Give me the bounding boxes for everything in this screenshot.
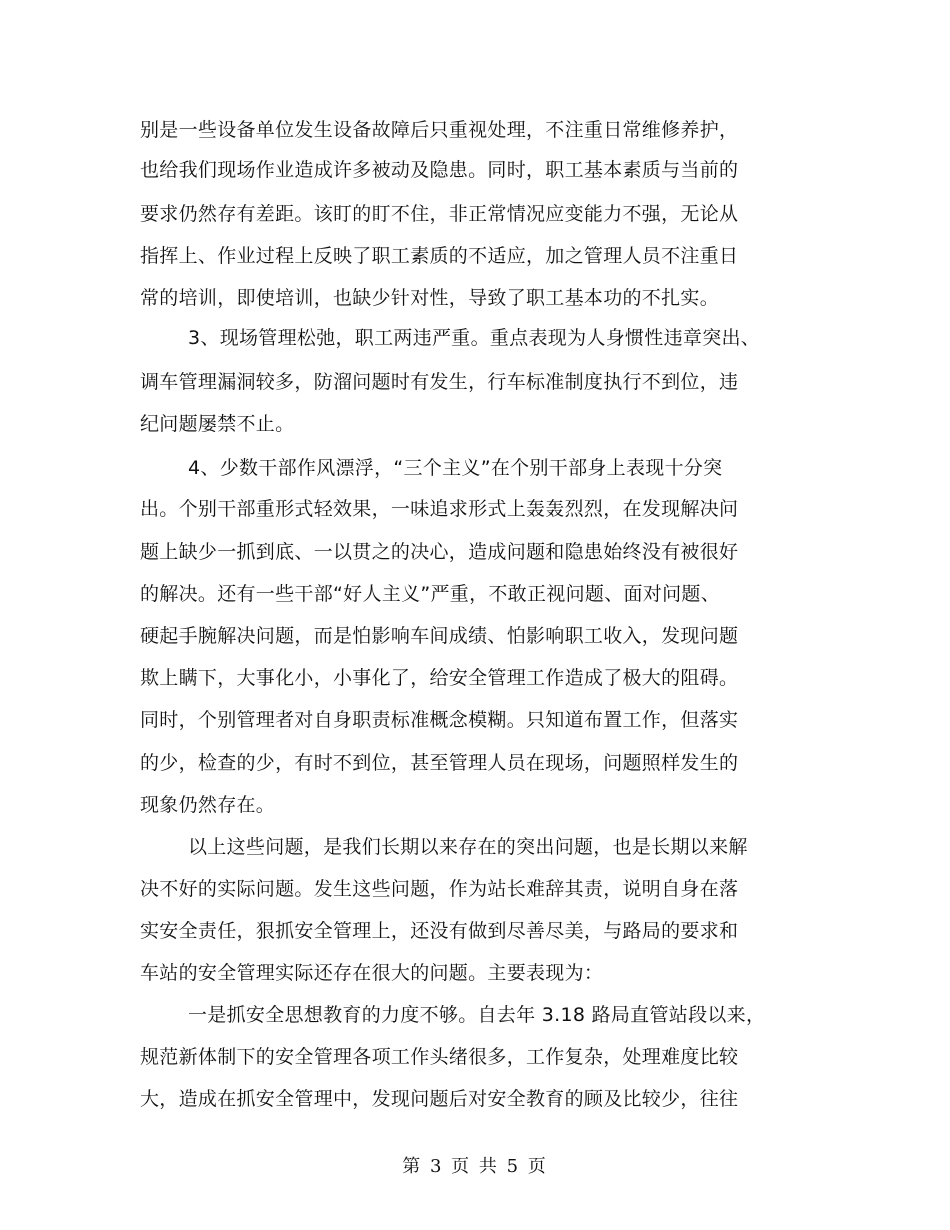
text-line: 一是抓安全思想教育的力度不够。自去年 3.18 路局直管站段以来， [188,1004,766,1026]
text-line: 大，造成在抓安全管理中，发现问题后对安全教育的顾及比较少，往往 [140,1088,739,1110]
text-line: 欺上瞒下，大事化小，小事化了，给安全管理工作造成了极大的阻碍。 [140,667,739,689]
text-line: 决不好的实际问题。发生这些问题，作为站长难辞其责，说明自身在落 [140,878,739,900]
text-line: 调车管理漏洞较多，防溜问题时有发生，行车标准制度执行不到位，违 [140,371,739,393]
text-line: 4、少数干部作风漂浮，“三个主义”在个别干部身上表现十分突 [188,457,723,479]
text-line: 题上缺少一抓到底、一以贯之的决心，造成问题和隐患始终没有被很好 [140,541,739,563]
text-line: 实安全责任，狠抓安全管理上，还没有做到尽善尽美，与路局的要求和 [140,920,739,942]
text-line: 出。个别干部重形式轻效果，一味追求形式上轰轰烈烈，在发现解决问 [140,498,739,520]
text-line: 同时，个别管理者对自身职责标准概念模糊。只知道布置工作，但落实 [140,709,739,731]
page-number: 第 3 页 共 5 页 [402,1156,548,1177]
text-line: 硬起手腕解决问题，而是怕影响车间成绩、怕影响职工收入，发现问题 [140,625,739,647]
text-line: 3、现场管理松弛，职工两违严重。重点表现为人身惯性违章突出、 [188,327,761,349]
text-line: 以上这些问题，是我们长期以来存在的突出问题，也是长期以来解 [188,836,748,858]
text-line: 的解决。还有一些干部“好人主义”严重，不敢正视问题、面对问题、 [140,583,720,605]
text-line: 的少，检查的少，有时不到位，甚至管理人员在现场，问题照样发生的 [140,752,739,774]
text-line: 要求仍然存有差距。该盯的盯不住，非正常情况应变能力不强，无论从 [140,203,739,225]
text-line: 现象仍然存在。 [140,794,276,816]
text-line: 指挥上、作业过程上反映了职工素质的不适应，加之管理人员不注重日 [140,245,739,267]
text-line: 别是一些设备单位发生设备故障后只重视处理，不注重日常维修养护， [140,119,739,141]
text-line: 规范新体制下的安全管理各项工作头绪很多，工作复杂，处理难度比较 [140,1046,739,1068]
text-line: 常的培训，即使培训，也缺少针对性，导致了职工基本功的不扎实。 [140,287,720,309]
text-line: 也给我们现场作业造成许多被动及隐患。同时，职工基本素质与当前的 [140,159,739,181]
text-line: 车站的安全管理实际还存在很大的问题。主要表现为： [140,962,604,984]
text-line: 纪问题屡禁不止。 [140,413,295,435]
